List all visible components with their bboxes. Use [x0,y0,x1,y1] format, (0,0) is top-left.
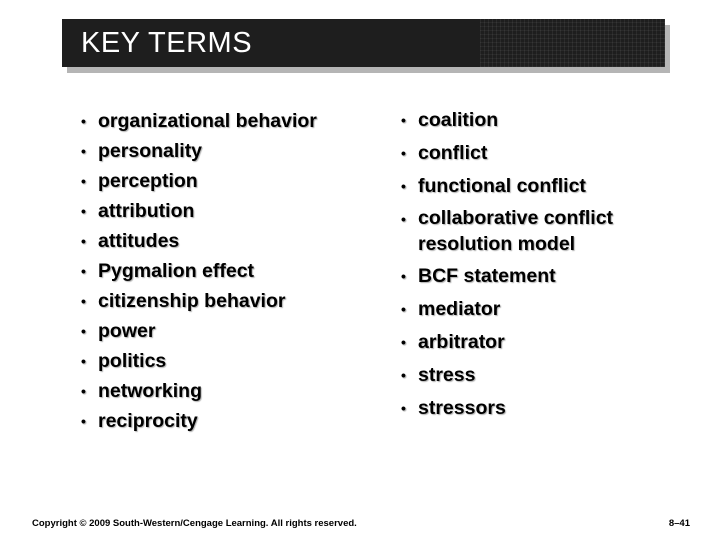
list-item [73,376,373,406]
bullet-icon: • [401,367,406,383]
bullet-icon: • [81,383,86,399]
list-item [393,328,693,356]
term-label: reciprocity [98,410,198,432]
title-bar [62,19,665,67]
bullet-icon: • [401,112,406,128]
list-item [393,361,693,389]
list-item [73,166,373,196]
list-item [73,406,373,436]
bullet-icon: • [81,173,86,189]
list-item [393,262,693,290]
term-label: organizational behavior [98,110,317,132]
list-item [393,205,693,257]
bullet-icon: • [401,145,406,161]
list-item [73,226,373,256]
bullet-icon: • [401,268,406,284]
bullet-icon: • [81,353,86,369]
title-bar-texture [480,19,665,67]
term-label: BCF statement [418,265,556,287]
term-label: attribution [98,200,195,222]
bullet-icon: • [81,143,86,159]
term-label: functional conflict [418,175,586,197]
left-term-list [73,106,373,436]
list-item [73,286,373,316]
list-item [73,346,373,376]
term-label: Pygmalion effect [98,260,255,282]
term-label: coalition [418,109,499,131]
term-label: arbitrator [418,331,505,353]
term-label: politics [98,350,167,372]
list-item [73,106,373,136]
bullet-icon: • [401,301,406,317]
term-label: attitudes [98,230,180,252]
list-item [393,172,693,200]
bullet-icon: • [81,113,86,129]
term-label: personality [98,140,203,162]
list-item [393,295,693,323]
term-label-line-1: collaborative conflict [418,207,614,229]
page-number: 8–41 [668,518,690,529]
term-label: stress [418,364,476,386]
copyright-notice: Copyright © 2009 South-Western/Cengage Learning. All rights reserved. [32,518,357,529]
bullet-icon: • [401,178,406,194]
list-item [73,136,373,166]
bullet-icon: • [81,293,86,309]
term-label: power [98,320,156,342]
term-label: mediator [418,298,501,320]
bullet-icon: • [81,413,86,429]
bullet-icon: • [81,203,86,219]
right-term-list [393,106,693,427]
term-label-line-2: resolution model [418,233,576,255]
list-item [73,256,373,286]
term-label: perception [98,170,198,192]
term-label: networking [98,380,203,402]
list-item [73,196,373,226]
term-label: stressors [418,397,506,419]
bullet-icon: • [81,323,86,339]
bullet-icon: • [401,400,406,416]
bullet-icon: • [81,263,86,279]
bullet-icon: • [401,334,406,350]
slide-title: KEY TERMS [81,27,253,59]
bullet-icon: • [401,211,406,227]
list-item [393,106,693,134]
term-label: conflict [418,142,488,164]
term-label: citizenship behavior [98,290,286,312]
bullet-icon: • [81,233,86,249]
list-item [393,139,693,167]
list-item [73,316,373,346]
list-item [393,394,693,422]
